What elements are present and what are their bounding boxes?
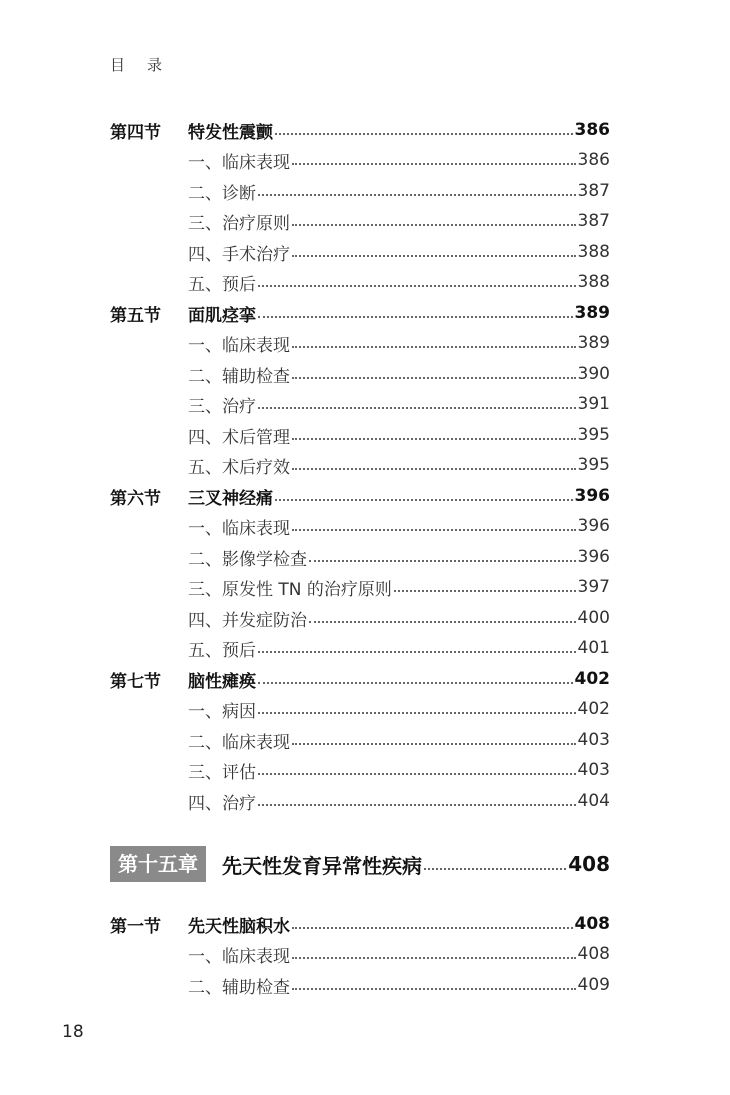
subentry-title: 二、辅助检查	[188, 977, 290, 998]
section-prefix: 第五节	[110, 305, 161, 326]
toc-subentry[interactable]	[110, 725, 610, 755]
subentry-title: 一、临床表现	[188, 335, 290, 356]
toc-entry-label	[110, 484, 273, 509]
toc-header	[110, 54, 162, 75]
toc-subentry[interactable]	[110, 786, 610, 816]
dot-leader	[258, 316, 573, 318]
dot-leader	[292, 163, 576, 165]
dot-leader	[258, 407, 576, 409]
toc-entry-label	[110, 667, 256, 692]
toc-subentry[interactable]	[110, 755, 610, 785]
chapter-page-ref: 408	[568, 852, 610, 876]
toc-entry-label	[110, 912, 290, 937]
page-ref: 386	[574, 120, 610, 140]
chapter-heading[interactable]	[110, 846, 610, 882]
section-title: 三叉神经痛	[188, 488, 273, 509]
page-ref: 387	[577, 181, 610, 201]
page-ref: 408	[574, 914, 610, 934]
toc-entry-label	[110, 118, 273, 143]
dot-leader	[258, 651, 576, 653]
dot-leader	[292, 529, 576, 531]
toc-subentry[interactable]	[110, 359, 610, 389]
toc-section-entry[interactable]	[110, 115, 610, 145]
dot-leader	[258, 285, 576, 287]
dot-leader	[258, 194, 576, 196]
dot-leader	[258, 712, 576, 714]
subentry-title: 五、术后疗效	[188, 457, 290, 478]
toc-section-entry[interactable]	[110, 481, 610, 511]
page-ref: 396	[574, 486, 610, 506]
dot-leader	[258, 682, 573, 684]
page-ref: 396	[577, 516, 610, 536]
subentry-title: 四、并发症防治	[188, 610, 307, 631]
toc-subentry[interactable]	[110, 572, 610, 602]
page-ref: 404	[577, 791, 610, 811]
subentry-title: 一、临床表现	[188, 152, 290, 173]
toc-subentry[interactable]	[110, 939, 610, 969]
toc-section-entry[interactable]	[110, 909, 610, 939]
toc-subentry[interactable]	[110, 237, 610, 267]
page-ref: 400	[577, 608, 610, 628]
section-prefix: 第七节	[110, 671, 161, 692]
toc-subentry[interactable]	[110, 145, 610, 175]
subentry-title: 四、治疗	[188, 793, 256, 814]
toc-subentry[interactable]	[110, 970, 610, 1000]
page-ref: 387	[577, 211, 610, 231]
dot-leader	[394, 590, 576, 592]
subentry-title: 二、临床表现	[188, 732, 290, 753]
page-ref: 396	[577, 547, 610, 567]
toc-entry-label	[110, 301, 256, 326]
subentry-title: 四、术后管理	[188, 427, 290, 448]
chapter-badge: 第十五章	[110, 846, 206, 882]
dot-leader	[292, 927, 573, 929]
subentry-title: 一、临床表现	[188, 946, 290, 967]
subentry-title: 二、影像学检查	[188, 549, 307, 570]
section-prefix: 第一节	[110, 916, 161, 937]
toc-section-entry[interactable]	[110, 664, 610, 694]
toc-subentry[interactable]	[110, 694, 610, 724]
page-ref: 403	[577, 730, 610, 750]
dot-leader	[275, 133, 573, 135]
toc-subentry[interactable]	[110, 511, 610, 541]
page-ref: 390	[577, 364, 610, 384]
page-ref: 388	[577, 242, 610, 262]
page-ref: 408	[577, 944, 610, 964]
subentry-title: 三、评估	[188, 762, 256, 783]
dot-leader	[292, 988, 576, 990]
dot-leader	[292, 377, 576, 379]
page-ref: 397	[577, 577, 610, 597]
toc-subentry[interactable]	[110, 267, 610, 297]
page-ref: 395	[577, 455, 610, 475]
page-ref: 391	[577, 394, 610, 414]
subentry-title: 一、病因	[188, 701, 256, 722]
dot-leader	[309, 621, 576, 623]
section-prefix: 第六节	[110, 488, 161, 509]
dot-leader	[258, 804, 576, 806]
toc-subentry[interactable]	[110, 542, 610, 572]
subentry-title: 三、原发性 TN 的治疗原则	[188, 579, 392, 600]
toc-subentry[interactable]	[110, 603, 610, 633]
toc-subentry[interactable]	[110, 420, 610, 450]
section-title: 面肌痉挛	[188, 305, 256, 326]
page-ref: 401	[577, 638, 610, 658]
header-char-2: 录	[147, 56, 163, 74]
subentry-title: 二、辅助检查	[188, 366, 290, 387]
page-ref: 402	[577, 699, 610, 719]
page-ref: 403	[577, 760, 610, 780]
subentry-title: 四、手术治疗	[188, 244, 290, 265]
section-title: 先天性脑积水	[188, 916, 290, 937]
dot-leader	[292, 468, 576, 470]
dot-leader	[292, 438, 576, 440]
section-title: 特发性震颤	[188, 122, 273, 143]
page-ref: 402	[574, 669, 610, 689]
toc-subentry[interactable]	[110, 176, 610, 206]
page-ref: 389	[574, 303, 610, 323]
toc-subentry[interactable]	[110, 206, 610, 236]
dot-leader	[292, 255, 576, 257]
dot-leader	[292, 957, 576, 959]
subentry-title: 三、治疗原则	[188, 213, 290, 234]
subentry-title: 一、临床表现	[188, 518, 290, 539]
page-number: 18	[62, 1022, 84, 1042]
page-ref: 386	[577, 150, 610, 170]
dot-leader	[292, 346, 576, 348]
toc-section-entry[interactable]	[110, 298, 610, 328]
toc-subentry[interactable]	[110, 633, 610, 663]
chapter-title: 先天性发育异常性疾病	[222, 853, 422, 878]
section-title: 脑性瘫痪	[188, 671, 256, 692]
dot-leader	[309, 560, 576, 562]
dot-leader	[292, 224, 576, 226]
subentry-title: 五、预后	[188, 640, 256, 661]
page-ref: 388	[577, 272, 610, 292]
page-ref: 409	[577, 975, 610, 995]
toc-subentry[interactable]	[110, 328, 610, 358]
section-prefix: 第四节	[110, 122, 161, 143]
toc-subentry[interactable]	[110, 450, 610, 480]
dot-leader	[424, 868, 566, 870]
dot-leader	[258, 773, 576, 775]
page-ref: 389	[577, 333, 610, 353]
toc-subentry[interactable]	[110, 389, 610, 419]
subentry-title: 三、治疗	[188, 396, 256, 417]
subentry-title: 二、诊断	[188, 183, 256, 204]
subentry-title: 五、预后	[188, 274, 256, 295]
dot-leader	[275, 499, 573, 501]
dot-leader	[292, 743, 576, 745]
page-ref: 395	[577, 425, 610, 445]
header-char-1: 目	[110, 56, 126, 74]
